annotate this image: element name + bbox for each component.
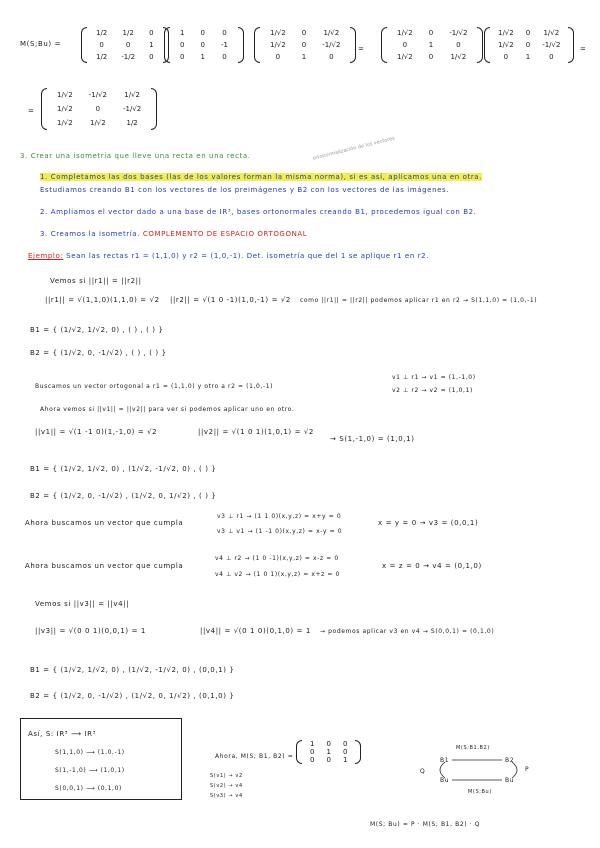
matrix-cell: 1/2 xyxy=(126,119,138,127)
result-equals: = xyxy=(28,107,35,115)
matrix-cell: 0 xyxy=(200,29,205,37)
matrix-cell: 1/√2 xyxy=(498,29,514,37)
matrix-cell: 1/√2 xyxy=(498,41,514,49)
matrix-cell: -1/√2 xyxy=(123,105,142,113)
matrix-cell: 1/√2 xyxy=(450,53,467,61)
matrix-cell: 0 xyxy=(275,53,281,61)
diagram-b2: B2 xyxy=(505,757,515,764)
matrix-cell: 1/√2 xyxy=(124,91,140,99)
diagram-q: Q xyxy=(420,768,426,775)
matrix-cell: 1/√2 xyxy=(323,29,340,37)
matrix-cell: 1 xyxy=(149,41,154,49)
box-row-1: S(1,1,0) ⟶ (1,0,-1) xyxy=(55,749,125,756)
ortho-v1: v1 ⊥ r1 → v1 = (1,-1,0) xyxy=(392,374,476,381)
bracket-right xyxy=(355,740,361,764)
mid-list-1: S(v1) → v2 xyxy=(210,773,243,779)
matrix-cell: 0 xyxy=(301,41,307,49)
matrix-cell: 0 xyxy=(342,740,348,748)
line-compare-norms: Vemos si ||r1|| = ||r2|| xyxy=(50,277,142,285)
matrix-cell: -1/√2 xyxy=(322,41,341,49)
basis-b2-final: B2 = { (1/√2, 0, -1/√2) , (1/√2, 0, 1/√2) , (0,1,0) } xyxy=(30,692,235,700)
matrix-cell: 0 xyxy=(326,740,331,748)
step-3: 3. Creamos la isometría. COMPLEMENTO DE ESPACIO ORTOGONAL xyxy=(40,230,308,238)
margin-annotation: ortonormalización de los vectores xyxy=(312,135,396,162)
bracket-left xyxy=(484,27,490,63)
section-heading: 3. Crear una isometría que lleve una recta en una recta. xyxy=(20,152,251,160)
matrix-cell: 1/2 xyxy=(96,53,108,61)
matrix-cell: 0 xyxy=(525,29,531,37)
matrix-cell: 1 xyxy=(310,740,315,748)
matrix-cell: 0 xyxy=(549,53,554,61)
matrix-cell: 0 xyxy=(125,41,131,49)
matrix-cell: 1/2 xyxy=(122,29,134,37)
matrix-cell: 0 xyxy=(428,53,434,61)
diagram-bu-left: Bu xyxy=(440,777,450,784)
bracket-left xyxy=(41,88,47,130)
norm-v1: ||v1|| = √(1 -1 0)(1,-1,0) = √2 xyxy=(35,428,158,436)
matrix-cell: 1 xyxy=(525,53,531,61)
search-v3: Ahora buscamos un vector que cumpla xyxy=(25,519,184,527)
matrix-4 xyxy=(385,27,479,65)
v4-cond-1: v4 ⊥ r2 → (1 0 -1)(x,y,z) = x-z = 0 xyxy=(215,555,339,562)
box-row-3: S(0,0,1) ⟶ (0,1,0) xyxy=(55,785,122,792)
matrix-cell: 1/√2 xyxy=(270,29,286,37)
ortho-v2: v2 ⊥ r2 → v2 = (1,0,1) xyxy=(392,387,473,394)
ahora-line: Ahora, M(S; B1, B2) = xyxy=(215,753,294,760)
norm-r1: ||r1|| = √(1,1,0)(1,1,0) = √2 xyxy=(45,296,160,304)
basis-b1: B1 = { (1/√2, 1/√2, 0) , ( ) , ( ) } xyxy=(30,326,164,334)
matrix-cell: 1/2 xyxy=(96,29,108,37)
bracket-right xyxy=(350,27,356,63)
mid-list-2: S(v2) → v4 xyxy=(210,783,243,789)
matrix-cell: 1/√2 xyxy=(543,29,560,37)
matrix-cell: 0 xyxy=(456,41,461,49)
matrix-cell: -1/√2 xyxy=(88,91,107,99)
result-matrix xyxy=(45,88,153,132)
matrix-cell: 0 xyxy=(222,29,227,37)
step-2: 2. Ampliamos el vector dado a una base de IR³, bases ortonormales creando B1, procedemos igual con B2. xyxy=(40,208,477,216)
matrix-cell: 1/√2 xyxy=(90,119,106,127)
compare-v3-v4: Vemos si ||v3|| = ||v4|| xyxy=(35,600,130,608)
mid-list-3: S(v3) → v4 xyxy=(210,793,243,799)
bracket-left xyxy=(254,27,260,63)
bracket-left xyxy=(296,740,302,764)
matrix-cell: 0 xyxy=(149,53,154,61)
matrix-cell: 0 xyxy=(310,748,315,756)
step-1a: 1. Completamos las dos bases (las de los valores forman la misma norma), si es así, aplicamos una en otra. xyxy=(40,173,483,181)
final-formula: M(S; Bu) = P · M(S; B1, B2) · Q xyxy=(370,821,481,828)
basis-b2: B2 = { (1/√2, 0, -1/√2) , ( ) , ( ) } xyxy=(30,349,167,357)
basis-b2-step2: B2 = { (1/√2, 0, -1/√2) , (1/√2, 0, 1/√2) , ( ) } xyxy=(30,492,217,500)
matrix-cell: 1 xyxy=(342,756,348,764)
matrix-cell: 0 xyxy=(342,748,348,756)
matrix-cell: 0 xyxy=(329,53,334,61)
diagram-b1: B1 xyxy=(440,757,450,764)
search-orthogonal: Buscamos un vector ortogonal a r1 = (1,1,0) y otro a r2 = (1,0,-1) xyxy=(35,383,274,390)
matrix-cell: 0 xyxy=(402,41,408,49)
bracket-right xyxy=(568,27,574,63)
matrix-cell: 0 xyxy=(149,29,154,37)
matrix-cell: 0 xyxy=(200,41,205,49)
example-line: Ejemplo: Sean las rectas r1 = (1,1,0) y r2 = (1,0,-1). Det. isometría que del 1 se aplique r1 en r2. xyxy=(28,252,430,260)
matrix-cell: -1/2 xyxy=(121,53,136,61)
diagram-bottom-label: M(S;Bu) xyxy=(468,789,492,795)
matrix-cell: 0 xyxy=(180,41,185,49)
matrix-cell: 1 xyxy=(200,53,205,61)
v3-result: x = y = 0 → v3 = (0,0,1) xyxy=(378,519,479,527)
compare-v-norms: Ahora vemos si ||v1|| = ||v2|| para ver si podemos aplicar uno en otro. xyxy=(40,406,295,413)
bracket-left xyxy=(381,27,387,63)
matrix-cell: -1 xyxy=(220,41,228,49)
matrix-cell: 0 xyxy=(222,53,227,61)
matrix-cell: 1 xyxy=(180,29,185,37)
matrix-cell: 0 xyxy=(428,29,434,37)
apply-v1-v2: → S(1,-1,0) = (1,0,1) xyxy=(330,435,415,443)
matrix-cell: 1 xyxy=(428,41,434,49)
norm-v4: ||v4|| = √(0 1 0)(0,1,0) = 1 xyxy=(200,627,311,635)
identity-matrix xyxy=(300,740,357,766)
matrix-cell: 0 xyxy=(525,41,531,49)
bracket-right xyxy=(238,27,244,63)
norm-r2: ||r2|| = √(1 0 -1)(1,0,-1) = √2 xyxy=(170,296,291,304)
matrix-cell: 1/√2 xyxy=(397,53,413,61)
matrix-cell: -1/√2 xyxy=(542,41,561,49)
matrix-2 xyxy=(168,27,240,65)
bracket-left xyxy=(164,27,170,63)
matrix-cell: 1/√2 xyxy=(270,41,286,49)
equals-sign: = xyxy=(358,45,365,53)
diagram-p: P xyxy=(525,766,530,773)
diagram-bu-right: Bu xyxy=(505,777,515,784)
matrix-1 xyxy=(85,27,165,65)
matrix-cell: 0 xyxy=(99,41,104,49)
matrix-cell: 0 xyxy=(95,105,101,113)
v3-cond-1: v3 ⊥ r1 → (1 1 0)(x,y,z) = x+y = 0 xyxy=(217,513,342,520)
bracket-right xyxy=(477,27,483,63)
matrix-cell: -1/√2 xyxy=(449,29,468,37)
basis-b1-final: B1 = { (1/√2, 1/√2, 0) , (1/√2, -1/√2, 0) , (0,0,1) } xyxy=(30,666,235,674)
matrix-cell: 0 xyxy=(180,53,185,61)
matrix-cell: 1/√2 xyxy=(57,105,73,113)
matrix-cell: 0 xyxy=(310,756,315,764)
matrix-cell: 1/√2 xyxy=(57,91,73,99)
v3-cond-2: v3 ⊥ v1 → (1 -1 0)(x,y,z) = x-y = 0 xyxy=(217,528,343,535)
box-title: Así, S: IR³ ⟶ IR³ xyxy=(28,730,97,738)
matrix-3 xyxy=(258,27,352,65)
v4-cond-2: v4 ⊥ v2 → (1 0 1)(x,y,z) = x+z = 0 xyxy=(215,571,340,578)
basis-b1-step2: B1 = { (1/√2, 1/√2, 0) , (1/√2, -1/√2, 0) , ( ) } xyxy=(30,465,217,473)
search-v4: Ahora buscamos un vector que cumpla xyxy=(25,562,184,570)
bracket-left xyxy=(81,27,87,63)
apply-v3-v4: → podemos aplicar v3 en v4 → S(0,0,1) = (0,1,0) xyxy=(320,628,495,635)
matrix-cell: 1/√2 xyxy=(57,119,73,127)
matrix-5 xyxy=(488,27,570,65)
matrix-cell: 1 xyxy=(326,748,331,756)
bracket-right xyxy=(151,88,157,130)
equals-sign-trail: = xyxy=(580,45,587,53)
matrix-cell: 1/√2 xyxy=(397,29,413,37)
matrix-cell: 0 xyxy=(326,756,331,764)
box-row-2: S(1,-1,0) ⟶ (1,0,1) xyxy=(55,767,125,774)
step-1b: Estudiamos creando B1 con los vectores de los preimágenes y B2 con los vectores de las imágenes. xyxy=(40,186,450,194)
norm-v2: ||v2|| = √(1 0 1)(1,0,1) = √2 xyxy=(198,428,314,436)
matrix-cell: 0 xyxy=(301,29,307,37)
matrix-cell: 1 xyxy=(301,53,307,61)
diagram-top-label: M(S;B1,B2) xyxy=(456,745,490,751)
matrix-lhs: M(S;Bu) = xyxy=(20,40,62,48)
norm-v3: ||v3|| = √(0 0 1)(0,0,1) = 1 xyxy=(35,627,146,635)
v4-result: x = z = 0 → v4 = (0,1,0) xyxy=(382,562,482,570)
matrix-cell: 0 xyxy=(503,53,509,61)
apply-r1-r2: como ||r1|| = ||r2|| podemos aplicar r1 en r2 → S(1,1,0) = (1,0,-1) xyxy=(300,297,538,304)
